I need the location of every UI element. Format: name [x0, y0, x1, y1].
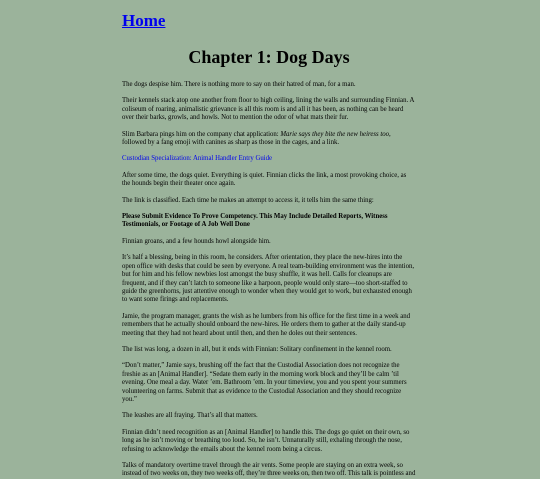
home-link[interactable]: Home — [122, 11, 166, 30]
paragraph — [122, 155, 416, 163]
paragraph: Finnian groans, and a few hounds howl alongside him. — [122, 237, 271, 245]
paragraph: It’s half a blessing, being in this room, he considers. After orientation, they place the new-hires into the open office with desks that could be seen by everyone. A real team-building environment was the intention, but for him and his fellow newbies lost amongst the busy shuffle, it was hell. Calls for cleanups are frequent, and if they can’t latch to someone like a harpoon, people would only stare—too short-staffed to guide the greenhorns, just attentive enough to wonder when they would get to work, but exhausted enough to want some firings and replacements. — [122, 254, 415, 304]
paragraph: Finnian didn’t need recognition as an [Animal Handler] to handle this. The dogs go quiet on their own, so long as he isn’t moving or breathing too loud. So, he isn’t. Unnaturally still, exhaling through the nose, refusing to acknowledge the emails about the kennel room being a circus. — [122, 428, 410, 453]
guide-link[interactable]: Custodian Specialization: Animal Handler Entry Guide — [122, 155, 273, 163]
classified-notice: Please Submit Evidence To Prove Competency. This May Include Detailed Reports, Witness Testimonials, or Footage of A Job Well Done — [122, 213, 388, 229]
paragraph: “Don’t matter,” Jamie says, brushing off the fact that the Custodial Association does not recognize the freshie as an [Animal Handler]. “Sedate them early in the morning work block and they’ll be calm ’til evening. One meal a day. Water ’em. Bathroom ’em. In your timeview, you and you spent your summers volunteering on farms. Submit that as evidence to the Custodial Association and they should recognize you.” — [122, 362, 407, 403]
paragraph: Talks of mandatory overtime travel through the air vents. Some people are staying on an extra week, so instead of two weeks on, they two weeks off, they’re three weeks on, then two off. This talk is pointless and — [122, 462, 416, 478]
chat-message: Marie says they bite the new heiress too — [280, 130, 390, 138]
paragraph: The leashes are all fraying. That’s all that matters. — [122, 412, 258, 420]
paragraph: Jamie, the program manager, grants the wish as he lumbers from his office for the first time in a week and remembers that he actually should onboard the new-hires. He orders them to gather at the daily stand-up meeting that they had not heard about until then, and then he doles out their sentences. — [122, 312, 411, 337]
paragraph: The dogs despise him. There is nothing more to say on their hatred of man, for a man. — [122, 81, 356, 88]
paragraph: The list was long, a dozen in all, but it ends with Finnian: Solitary confinement in the kennel room. — [122, 345, 392, 353]
paragraph-text: , followed by a fang emoji with canines as sharp as those in the cages, and a link. — [122, 130, 391, 147]
chapter-title: Chapter 1: Dog Days — [188, 47, 350, 67]
paragraph: The link is classified. Each time he makes an attempt to access it, it tells him the same thing: — [122, 196, 374, 204]
paragraph: After some time, the dogs quiet. Everything is quiet. Finnian clicks the link, a most provoking choice, as the hounds begin their theater once again. — [122, 171, 407, 188]
paragraph-text: Slim Barbara pings him on the company chat application: — [122, 130, 281, 138]
paragraph: Their kennels stack atop one another from floor to high ceiling, lining the walls and surrounding Finnian. A coliseum of roaring, animalistic grievance is all this room is and all it has been, as nothing can be heard over their barks, growls, and howls. Not to mention the odor of what mats their fur. — [122, 97, 415, 122]
paragraph — [122, 131, 416, 148]
